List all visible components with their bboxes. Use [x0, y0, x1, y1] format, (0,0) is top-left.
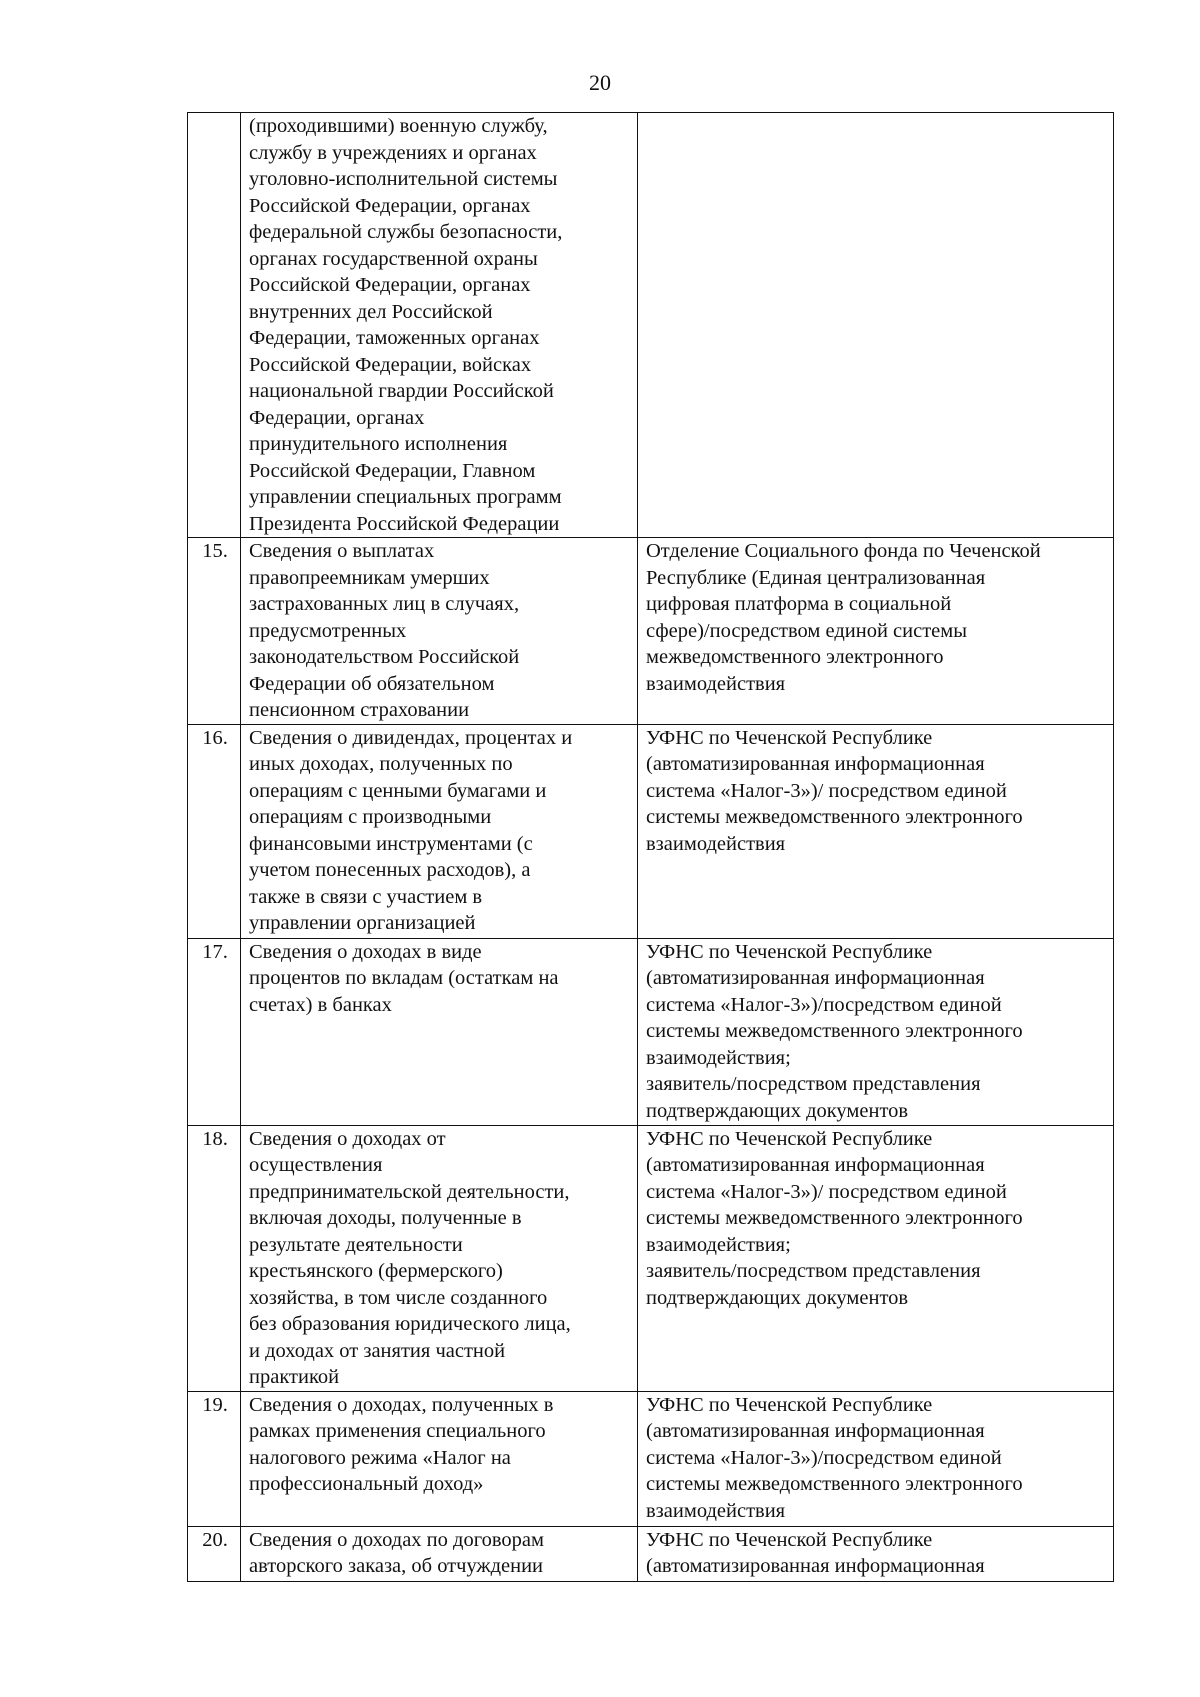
table-row — [188, 538, 1114, 725]
row-description: Сведения о выплатах правопреемникам умерших застрахованных лиц в случаях, предусмотренных законодательством Российской Федерации об обязательном пенсионном страховании — [249, 540, 520, 721]
row-number: 16. — [202, 726, 228, 749]
row-number-cell — [188, 1125, 241, 1391]
row-number-cell — [188, 724, 241, 938]
row-number-cell — [188, 113, 241, 538]
row-source: УФНС по Чеченской Республике (автоматизированная информационная система «Налог-3»)/посредством единой системы межведомственного электронного взаимодействия — [646, 1393, 1023, 1522]
row-number-cell — [188, 538, 241, 725]
source-cell — [638, 538, 1114, 725]
row-number-cell — [188, 1391, 241, 1526]
table-row — [188, 724, 1114, 938]
row-number: 15. — [202, 540, 228, 562]
table-row — [188, 113, 1114, 538]
row-number: 19. — [202, 1393, 228, 1416]
table-row — [188, 1391, 1114, 1526]
row-description: Сведения о дивидендах, процентах и иных доходах, полученных по операциям с ценными бумагами и операциям с производными финансовыми инструментами (с учетом понесенных расходов), а также в связи с участием в управлении организацией — [249, 726, 573, 934]
row-number: 17. — [202, 940, 228, 963]
row-description: Сведения о доходах в виде процентов по вкладам (остаткам на счетах) в банках — [249, 940, 559, 1016]
source-cell — [638, 113, 1114, 538]
row-source: УФНС по Чеченской Республике (автоматизированная информационная система «Налог-3»)/ посредством единой системы межведомственного электронного взаимодействия; заявитель/посредством представления подтверждающих документов — [646, 1127, 1023, 1309]
table-row — [188, 1526, 1114, 1581]
source-cell — [638, 938, 1114, 1125]
row-description: Сведения о доходах от осуществления предпринимательской деятельности, включая доходы, полученные в результате деятельности крестьянского (фермерского) хозяйства, в том числе созданного без образования юридического лица, и доходах от занятия частной практикой — [249, 1127, 571, 1388]
row-source: УФНС по Чеченской Республике (автоматизированная информационная система «Налог-3»)/ посредством единой системы межведомственного электронного взаимодействия — [646, 726, 1023, 855]
description-cell — [241, 1391, 638, 1526]
table-row — [188, 938, 1114, 1125]
row-source: УФНС по Чеченской Республике (автоматизированная информационная система «Налог-3»)/посредством единой системы межведомственного электронного взаимодействия; заявитель/посредством представления подтверждающих документов — [646, 940, 1023, 1122]
document-table — [187, 112, 1114, 1582]
page-number: 20 — [589, 70, 611, 95]
description-cell — [241, 938, 638, 1125]
table-body — [188, 113, 1114, 1582]
source-cell — [638, 1125, 1114, 1391]
row-number: 20. — [202, 1528, 228, 1551]
source-cell — [638, 724, 1114, 938]
source-cell — [638, 1391, 1114, 1526]
description-cell — [241, 113, 638, 538]
description-cell — [241, 1125, 638, 1391]
row-number: 18. — [202, 1127, 228, 1150]
row-number-cell — [188, 938, 241, 1125]
source-cell — [638, 1526, 1114, 1581]
row-description: Сведения о доходах, полученных в рамках применения специального налогового режима «Налог на профессиональный доход» — [249, 1393, 554, 1495]
row-number-cell — [188, 1526, 241, 1581]
table-row — [188, 1125, 1114, 1391]
description-cell — [241, 1526, 638, 1581]
row-source: Отделение Социального фонда по Чеченской Республике (Единая централизованная цифровая платформа в социальной сфере)/посредством единой системы межведомственного электронного взаимодействия — [646, 540, 1041, 695]
row-description: Сведения о доходах по договорам авторского заказа, об отчуждении — [249, 1528, 544, 1577]
row-source: УФНС по Чеченской Республике (автоматизированная информационная — [646, 1528, 985, 1577]
row-description: (проходившими) военную службу, службу в учреждениях и органах уголовно-исполнительной системы Российской Федерации, органах федеральной службы безопасности, органах государственной охраны Российской Федерации, органах внутренних дел Российской Федерации, таможенных органах Российской Федерации, войсках национальной гвардии Российской Федерации, органах принудительного исполнения Российской Федерации, Главном управлении специальных программ Президента Российской Федерации — [249, 115, 563, 535]
description-cell — [241, 538, 638, 725]
description-cell — [241, 724, 638, 938]
